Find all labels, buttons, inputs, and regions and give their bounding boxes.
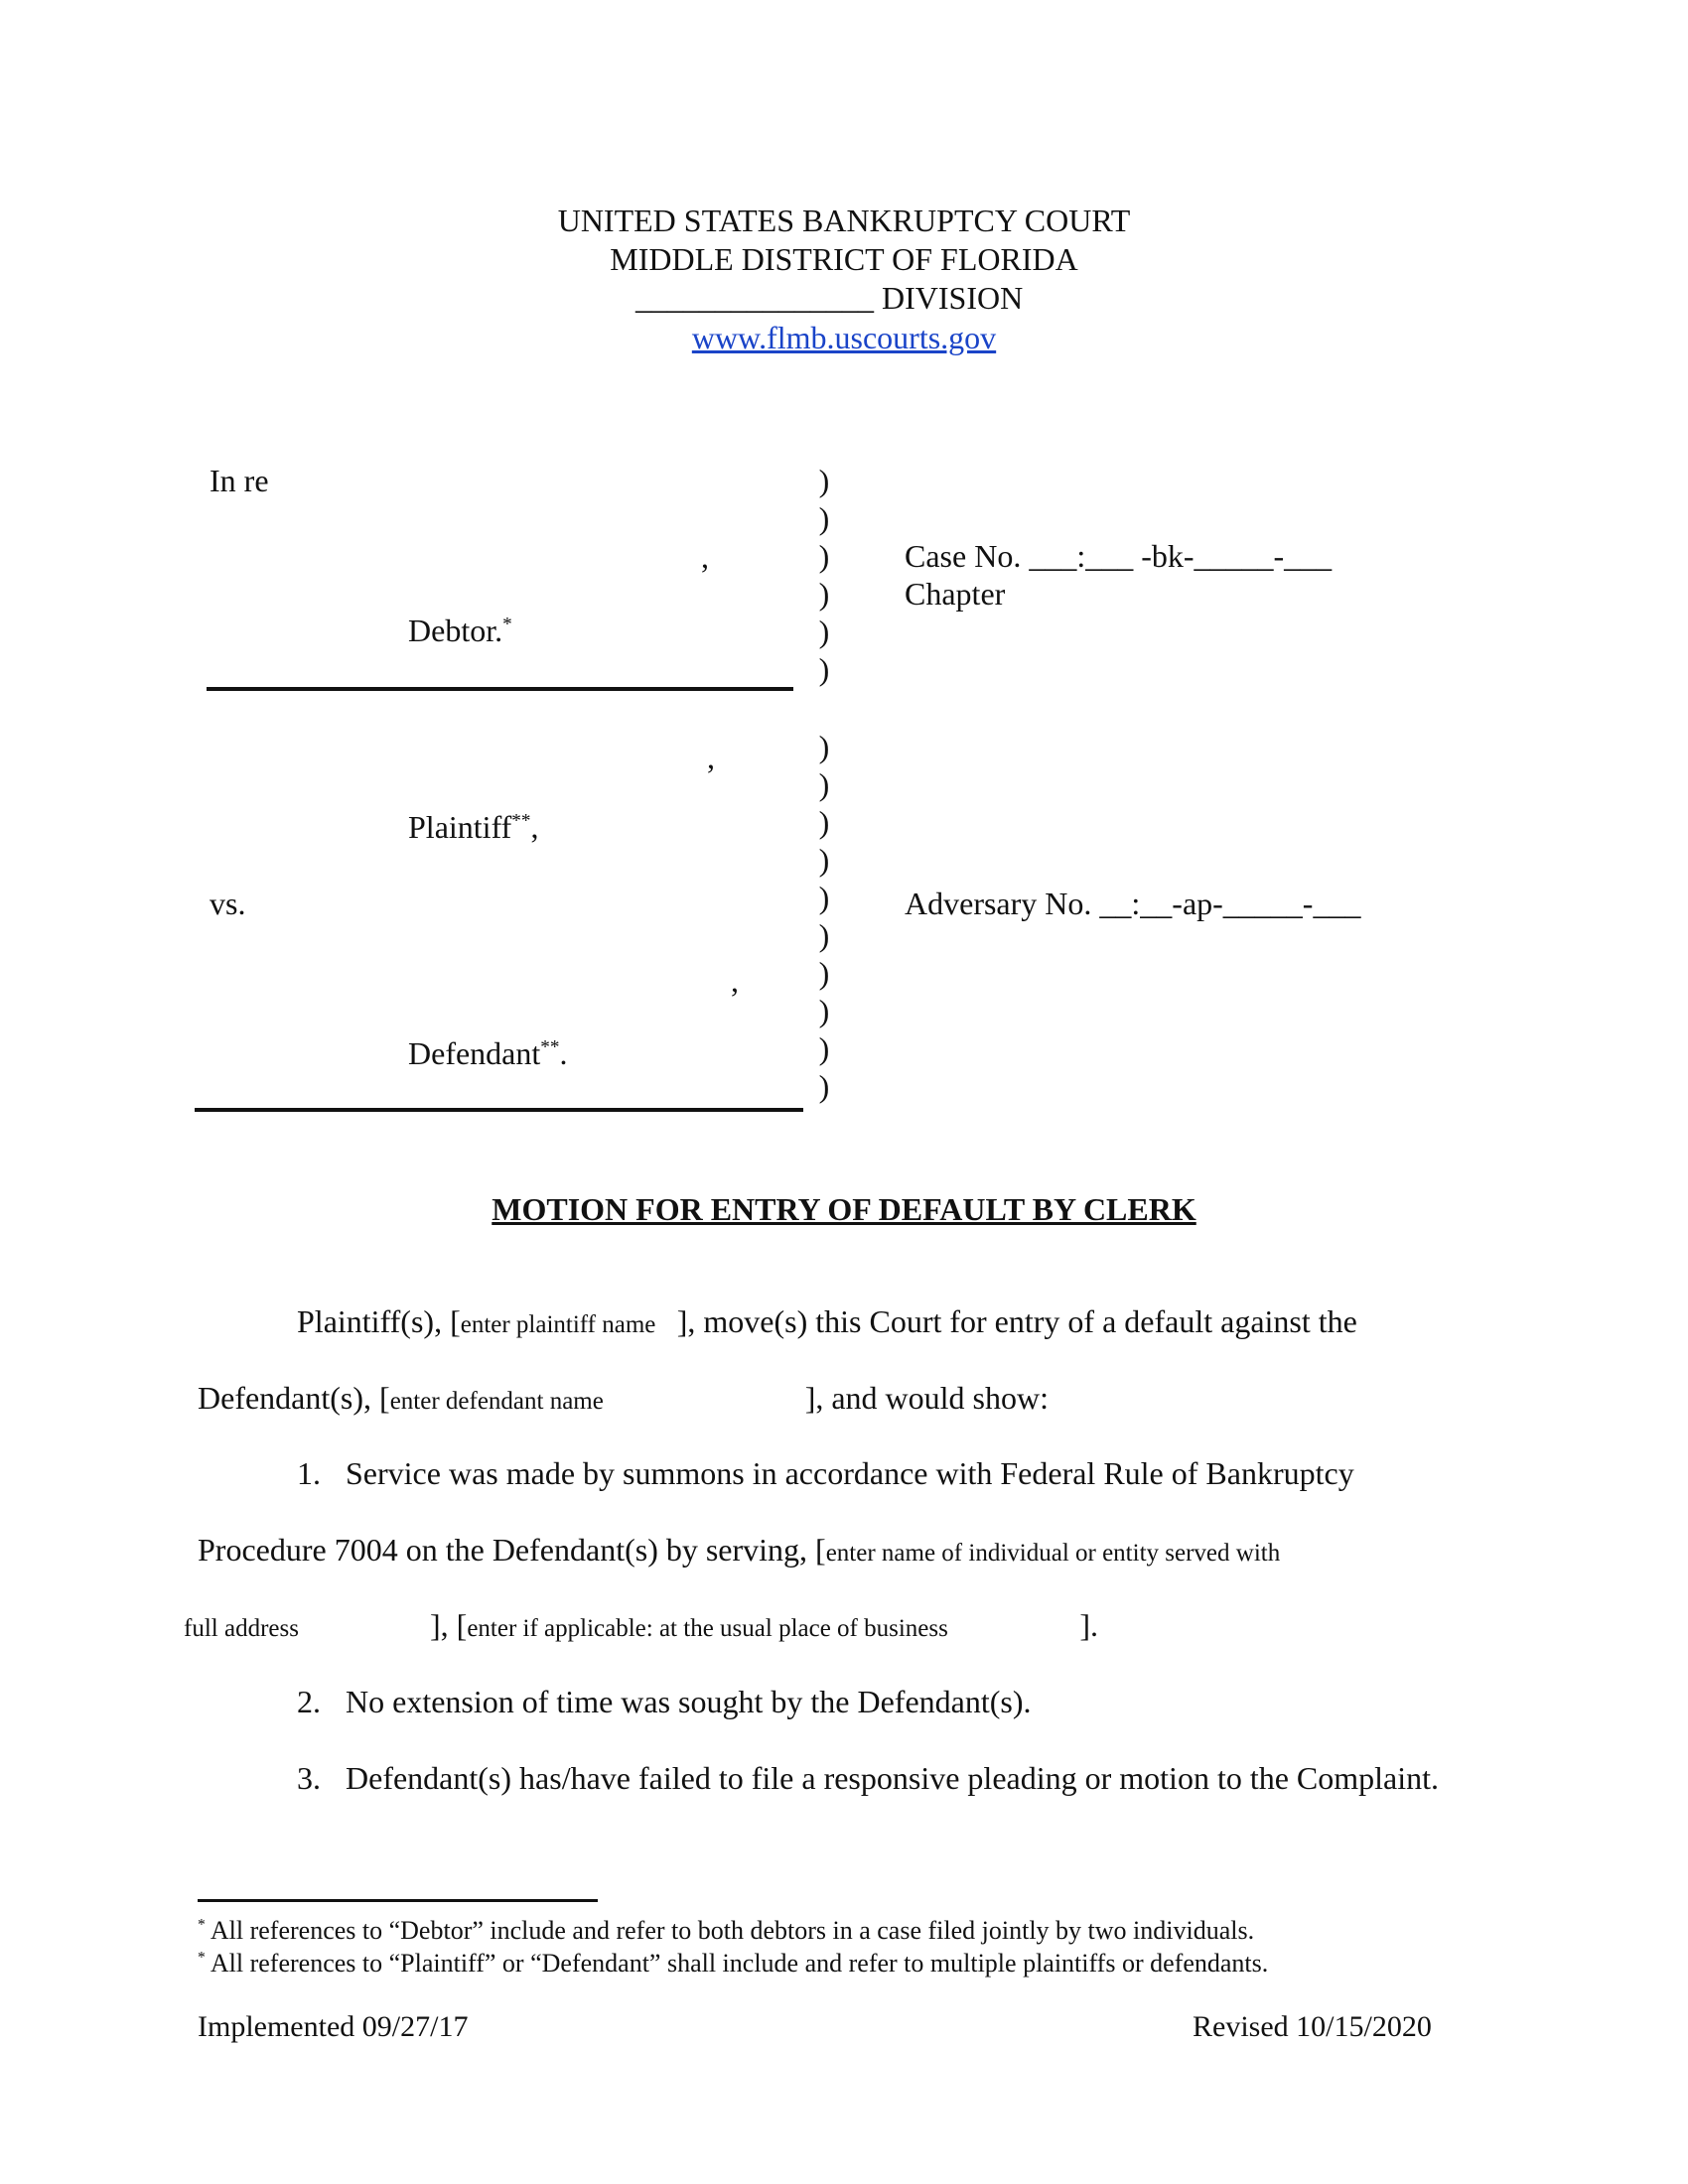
plaintiff-footnote-mark: ** xyxy=(511,810,531,832)
court-name: UNITED STATES BANKRUPTCY COURT xyxy=(557,203,1131,238)
item-text: Service was made by summons in accordance with Federal Rule of Bankruptcy xyxy=(346,1455,1354,1491)
district-name: MIDDLE DISTRICT OF FLORIDA xyxy=(610,241,1078,277)
defendant-clause: ], and would show: xyxy=(804,1380,1049,1416)
defendant-label xyxy=(408,1035,567,1072)
revised-date: Revised 10/15/2020 xyxy=(1193,2010,1432,2043)
caption-paren: ) xyxy=(818,614,830,649)
defendant-name-comma: , xyxy=(731,963,739,999)
footnote-1 xyxy=(198,1916,1254,1946)
caption-paren: ) xyxy=(818,576,830,612)
caption-paren: ) xyxy=(818,804,830,840)
item-number: 1. xyxy=(297,1455,321,1491)
item-text-cont: Procedure 7004 on the Defendant(s) by serving, [ xyxy=(198,1532,826,1568)
item-text: No extension of time was sought by the Defendant(s). xyxy=(346,1684,1032,1719)
served-party-field[interactable]: enter name of individual or entity served with xyxy=(825,1540,1281,1567)
numbered-item-1-cont xyxy=(198,1532,1280,1569)
served-party-field-cont[interactable]: full address xyxy=(184,1615,299,1642)
defendant-name-field[interactable]: enter defendant name xyxy=(389,1388,604,1415)
item-number: 2. xyxy=(297,1684,321,1719)
division-label: DIVISION xyxy=(882,280,1024,316)
plaintiff-label xyxy=(408,809,538,846)
defendant-paragraph-line xyxy=(198,1380,1049,1417)
caption-paren: ) xyxy=(818,1030,830,1066)
defendant-footnote-mark: ** xyxy=(540,1036,560,1058)
caption-paren: ) xyxy=(818,729,830,764)
caption-paren: ) xyxy=(818,463,830,498)
debtor-caption-rule xyxy=(207,687,793,691)
plaintiff-name-field[interactable]: enter plaintiff name xyxy=(460,1311,656,1338)
caption-paren: ) xyxy=(818,500,830,536)
caption-paren: ) xyxy=(818,766,830,802)
in-re-label: In re xyxy=(210,463,269,498)
caption-paren: ) xyxy=(818,993,830,1028)
numbered-item-3 xyxy=(297,1760,1439,1797)
plaintiff-intro: Plaintiff(s), [ xyxy=(297,1303,461,1339)
plaintiff-paragraph-line1 xyxy=(297,1303,1357,1340)
footnote-2 xyxy=(198,1949,1268,1979)
implemented-date: Implemented 09/27/17 xyxy=(198,2010,469,2043)
plaintiff-suffix: , xyxy=(530,809,539,845)
caption-paren: ) xyxy=(818,842,830,878)
caption-paren: ) xyxy=(818,955,830,991)
document-title: MOTION FOR ENTRY OF DEFAULT BY CLERK xyxy=(492,1191,1196,1227)
court-website-link[interactable]: www.flmb.uscourts.gov xyxy=(691,320,997,355)
debtor-name-comma: , xyxy=(701,539,709,575)
defendant-text: Defendant xyxy=(408,1035,541,1071)
chapter-label: Chapter xyxy=(905,576,1006,612)
item-separator: ], [ xyxy=(430,1607,468,1643)
item-number: 3. xyxy=(297,1760,321,1796)
defendant-caption-rule xyxy=(195,1108,803,1112)
defendant-suffix: . xyxy=(559,1035,568,1071)
plaintiff-text: Plaintiff xyxy=(408,809,512,845)
adversary-number: Adversary No. __:__-ap-_____-___ xyxy=(905,886,1361,921)
footnote-separator xyxy=(198,1899,598,1902)
plaintiff-clause: ], move(s) this Court for entry of a default against the xyxy=(676,1303,1357,1339)
numbered-item-1-cont2 xyxy=(184,1607,1098,1644)
numbered-item-1 xyxy=(297,1455,1354,1492)
division-blank: _______________ xyxy=(635,280,874,316)
debtor-label xyxy=(408,613,512,649)
debtor-footnote-mark: * xyxy=(502,614,512,635)
plaintiff-name-comma: , xyxy=(707,740,715,775)
debtor-text: Debtor. xyxy=(408,613,503,648)
item-text: Defendant(s) has/have failed to file a responsive pleading or motion to the Complaint. xyxy=(346,1760,1440,1796)
caption-paren: ) xyxy=(818,651,830,687)
case-number: Case No. ___:___ -bk-_____-___ xyxy=(905,538,1333,574)
footnote-text: All references to “Debtor” include and refer to both debtors in a case filed jointly by two individuals. xyxy=(210,1916,1255,1945)
caption-paren: ) xyxy=(818,538,830,574)
caption-paren: ) xyxy=(818,1068,830,1104)
defendant-intro: Defendant(s), [ xyxy=(198,1380,390,1416)
division-line xyxy=(635,280,1023,317)
item-end: ]. xyxy=(1079,1607,1098,1643)
caption-paren: ) xyxy=(818,917,830,953)
vs-label: vs. xyxy=(210,886,246,921)
footnote-mark: * xyxy=(198,1916,206,1934)
court-website-row xyxy=(0,320,1688,356)
footnote-mark: * xyxy=(198,1949,206,1967)
caption-paren: ) xyxy=(818,880,830,915)
footnote-text: All references to “Plaintiff” or “Defendant” shall include and refer to multiple plaintiffs or defendants. xyxy=(210,1949,1269,1978)
numbered-item-2 xyxy=(297,1684,1032,1720)
place-of-business-field[interactable]: enter if applicable: at the usual place of business xyxy=(467,1615,948,1642)
